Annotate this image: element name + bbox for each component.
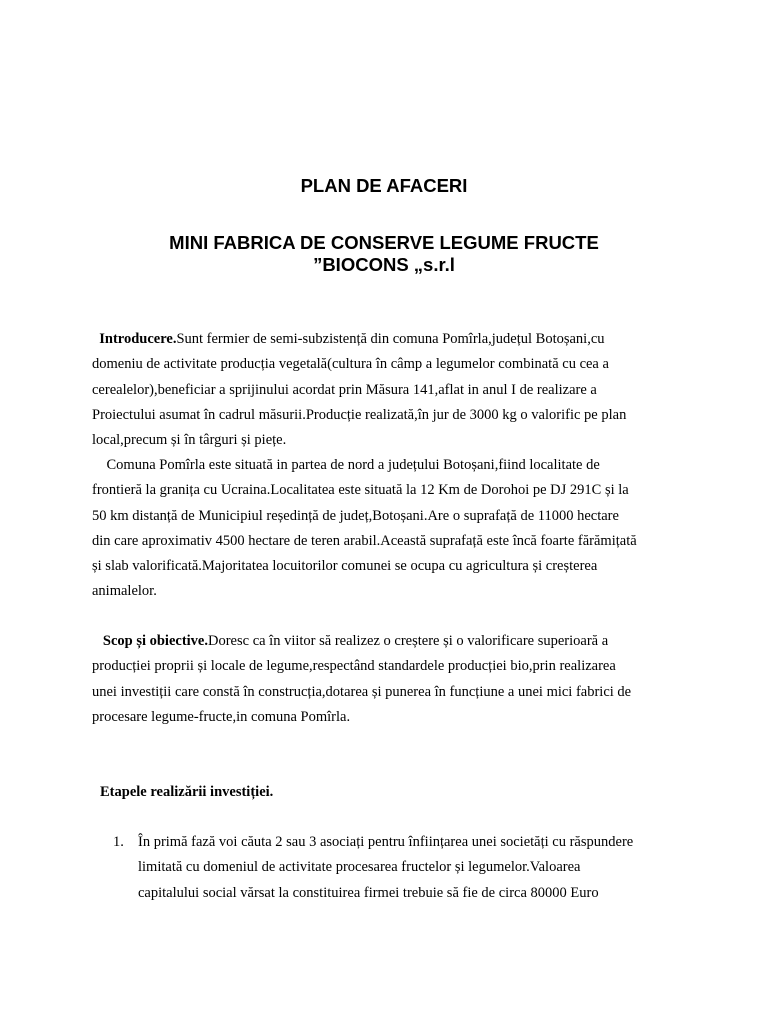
intro-line: domeniu de activitate producția vegetală(cultura în câmp a legumelor combinată cu cea a: [92, 356, 609, 373]
subtitle-line-1: MINI FABRICA DE CONSERVE LEGUME FRUCTE: [169, 232, 599, 253]
intro-paragraph: [92, 327, 692, 453]
scope-line: Scop și obiective.Doresc ca în viitor să realizez o creștere și o valorificare superioară a: [102, 633, 609, 649]
intro-label: Introducere.: [99, 331, 177, 347]
list-item: [113, 830, 633, 906]
commune-line: din care aproximativ 4500 hectare de teren arabil.Această suprafață este încă foarte fărămițată: [92, 532, 637, 549]
intro-line: Introducere.Sunt fermier de semi-subzistență din comuna Pomîrla,județul Botoșani,cu: [99, 331, 605, 347]
scope-line: procesare legume-fructe,in comuna Pomîrla.: [92, 708, 351, 725]
scope-label: Scop și obiective.: [102, 633, 208, 649]
subtitle-line-2: ”BIOCONS „s.r.l: [313, 254, 455, 275]
scope-line: unei investiții care constă în construcția,dotarea și punerea în funcțiune a unei mici fabrici de: [92, 683, 632, 700]
stages-list: [113, 830, 633, 906]
list-item-number: 1.: [113, 834, 124, 850]
commune-line: Comuna Pomîrla este situată in partea de nord a județului Botoșani,fiind localitate de: [106, 457, 600, 473]
commune-line: frontieră la granița cu Ucraina.Localitatea este situată la 12 Km de Dorohoi pe DJ 291C și la: [92, 482, 629, 499]
document-subtitle: [0, 232, 768, 276]
list-item-text: În primă fază voi căuta 2 sau 3 asociați pentru înființarea unei societăți cu răspundere limitată cu domeniul de activitate procesarea fructelor și legumelor.Valoarea capitalului social vărsat la constituirea firmei trebuie să fie de circa 80000 Euro: [138, 834, 634, 901]
commune-paragraph: [92, 453, 692, 605]
intro-line: cerealelor),beneficiar a sprijinului acordat prin Măsura 141,aflat in anul I de realizare a: [92, 381, 597, 398]
stages-heading: Etapele realizării investiției.: [100, 784, 274, 800]
scope-paragraph: [92, 629, 692, 730]
document-title: PLAN DE AFACERI: [300, 175, 468, 196]
commune-line: 50 km distanță de Municipiul reședință de județ,Botoșani.Are o suprafață de 11000 hectare: [92, 507, 619, 524]
commune-line: și slab valorificată.Majoritatea locuitorilor comunei se ocupa cu agricultura și creșterea: [92, 558, 598, 575]
scope-line: producției proprii și locale de legume,respectând standardele producției bio,prin realizarea: [92, 658, 616, 675]
intro-line: local,precum și în târguri și piețe.: [92, 432, 287, 449]
commune-line: animalelor.: [92, 583, 157, 600]
intro-line: Proiectului asumat în cadrul măsurii.Producție realizată,în jur de 3000 kg o valorific pe plan: [92, 406, 627, 423]
